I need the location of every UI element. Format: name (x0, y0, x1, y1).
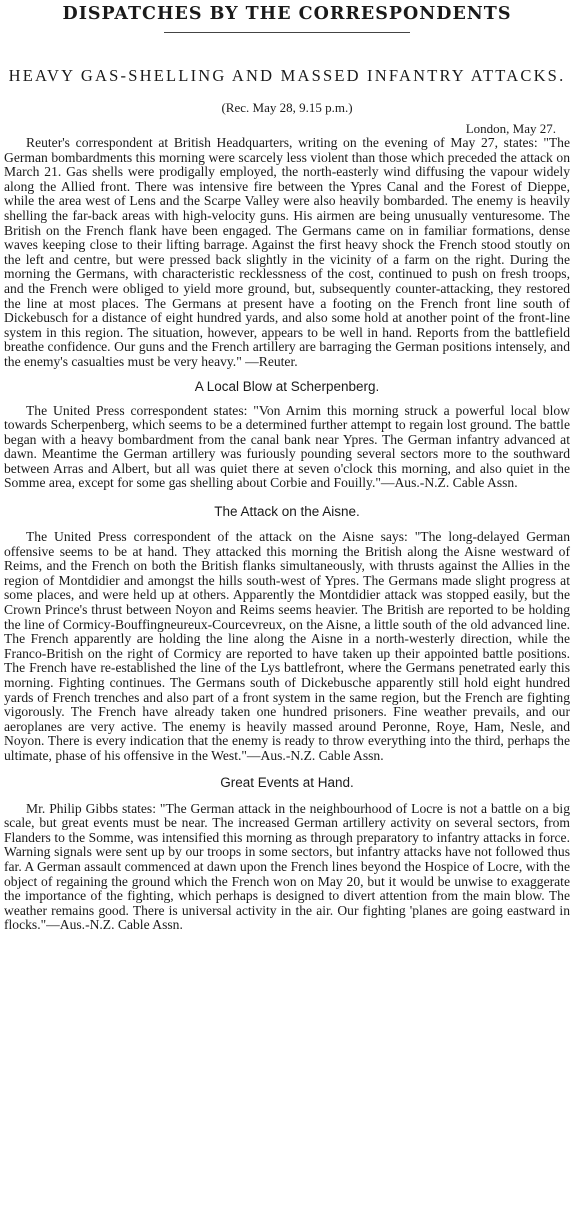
section-title: DISPATCHES BY THE CORRESPONDENTS (62, 4, 512, 24)
newspaper-clipping (0, 2, 574, 1220)
title-rule (164, 32, 410, 33)
received-time: (Rec. May 28, 9.15 p.m.) (221, 100, 353, 115)
subhead-scherpenberg: A Local Blow at Scherpenberg. (194, 378, 380, 394)
article-body-scherpenberg: The United Press correspondent states: "Von Arnim this morning struck a powerful local blow towards Scherpenberg, which seems to be a determined further attempt to regain lost ground. The battle began with a heavy bombardment from the canal bank near Ypres. The German infantry advanced at dawn. Meantime the German artillery was furiously pounding several sectors more to the southward between Arras and Albert, but all was quiet there at seven o'clock this morning, and also quiet in the Somme area, except for some gas shelling about Corbie and Fouilly."—Aus.-N.Z. Cable Assn. (4, 402, 570, 491)
article-body-great-events: Mr. Philip Gibbs states: "The German attack in the neighbourhood of Locre is not a battle on a big scale, but great events must be near. The increased German artillery activity on several sectors, from Flanders to the Somme, was intensified this morning as through preparatory to infantry attacks in force. Warning signals were sent up by our troops in some sectors, but infantry attacks have not followed thus far. A German assault commenced at dawn upon the French lines beyond the Hospice of Locre, with the object of regaining the ground which the French won on May 20, but it would be unwise to exaggerate the importance of the fighting, which perhaps is designed to divert attention from the main blow. The weather remains good. There is universal activity in the air. Our fighting 'planes are going eastward in flocks."—Aus.-N.Z. Cable Assn. (4, 800, 570, 933)
article-body-reuter: Reuter's correspondent at British Headquarters, writing on the evening of May 27, states: "The German bombardments this morning were scarcely less violent than those which preceded the attack on March 21. Gas shells were prodigally employed, the north-easterly wind diffusing the vapour widely along the Allied front. There was intensive fire between the Ypres Canal and the Forest of Dieppe, while the area west of Lens and the Scarpe Valley were also heavily bombarded. The enemy is heavily shelling the far-back areas with high-velocity guns. His airmen are being unusually venturesome. The British on the French flank have been engaged. The Germans came on in familiar formations, dense waves keeping close to their lifting barrage. Against the first heavy shock the French stood stoutly on the left and centre, but were pressed back slightly in the vicinity of a farm on the right. During the morning the Germans, with characteristic recklessness of the cost, continued to push on fresh troops, and the French were obliged to yield more ground, but, subsequently counter-attacking, they restored the line at most places. The Germans at present have a footing on the French front line south of Dickebusch for a distance of eight hundred yards, and also some hold at another point of the front-line system in this region. The situation, however, appears to be well in hand. Reports from the battlefield breathe confidence. Our guns and the French artillery are barraging the German positions intensely, and the enemy's casualties must be very heavy." —Reuter. (4, 135, 570, 369)
dateline: London, May 27. (465, 121, 556, 136)
article-body-aisne: The United Press correspondent of the attack on the Aisne says: "The long-delayed German offensive seems to be at hand. They attacked this morning the British along the Aisne westward of Reims, and the French on both the British flanks simultaneously, with thrusts against the Allies in the region of Montdidier and amongst the hills south-west of Ypres. The Germans made slight progress at some places, and were held up at others. Apparently the Montdidier attack was stopped easily, but the Crown Prince's thrust between Noyon and Reims seems heavier. The British are reported to be holding the line of Cormicy-Bouffingneureux-Courcevreux, on the Aisne, a little south of the old advanced line. The French apparently are holding the line along the Aisne in a north-westerly direction, while the Franco-British on the right of Cormicy are reported to have taken up their appointed battle positions. The French have re-established the line of the Lys battlefront, where the Germans penetrated early this morning. Fighting continues. The Germans south of Dickebusche apparently still hold eight hundred yards of French trenches and also part of a front system in the same region, but the French are fighting vigorously. The French have already taken one hundred prisoners. Fine weather prevails, and our aeroplanes are very active. The enemy is heavily massed around Peronne, Roye, Ham, Nesle, and Noyon. There is every indication that the enemy is ready to throw everything into the third, perhaps the ultimate, phase of his offensive in the West."—Aus.-N.Z. Cable Assn. (4, 529, 570, 763)
subhead-great-events: Great Events at Hand. (220, 774, 354, 790)
article-headline: HEAVY GAS-SHELLING AND MASSED INFANTRY ATTACKS. (8, 66, 566, 85)
subhead-aisne: The Attack on the Aisne. (214, 504, 360, 520)
